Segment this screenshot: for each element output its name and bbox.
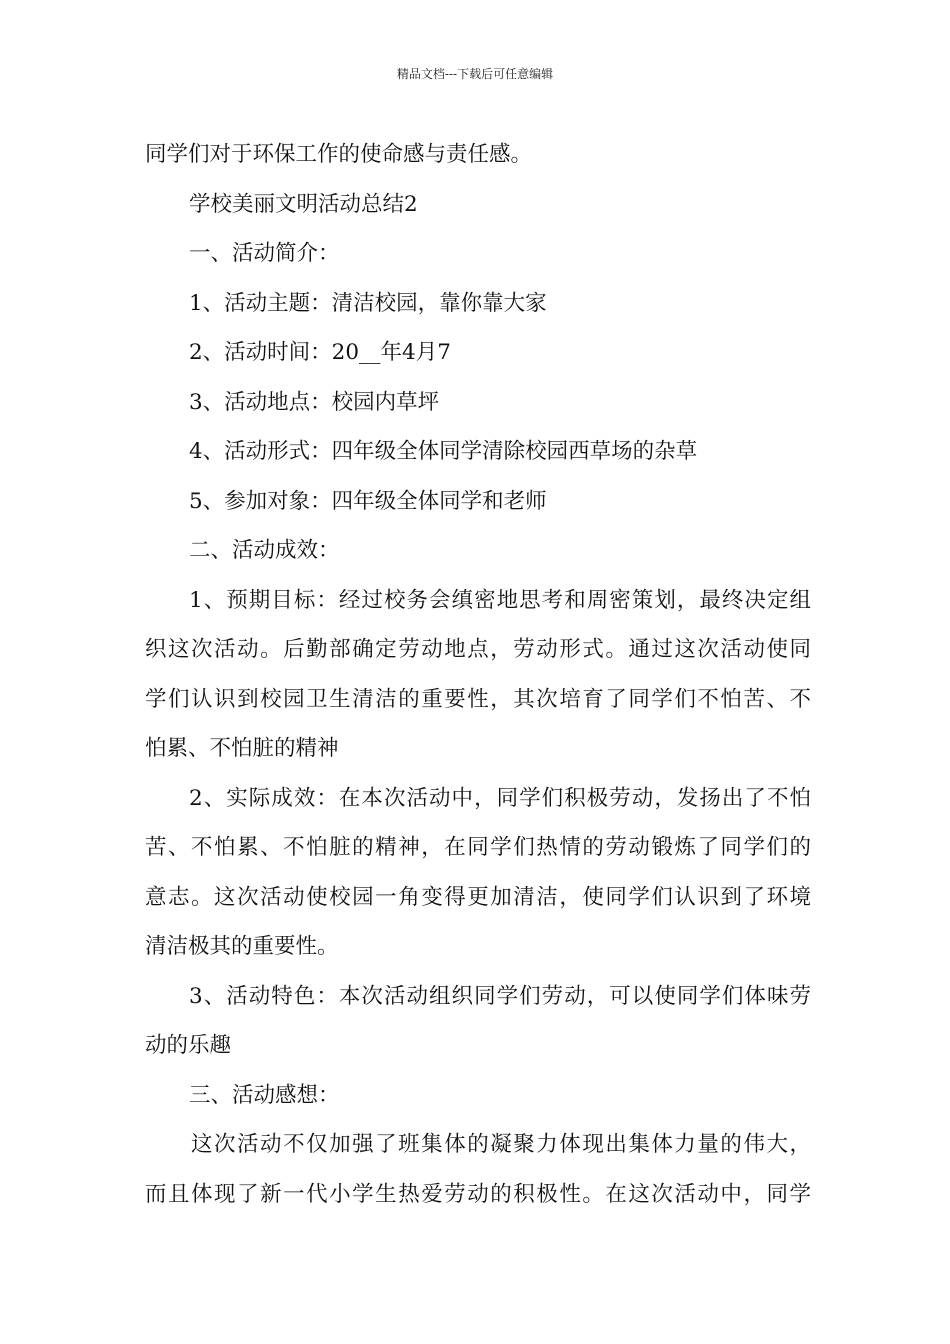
list-item: 4、活动形式：四年级全体同学清除校园西草场的杂草	[189, 439, 698, 464]
section-heading: 二、活动成效：	[189, 538, 340, 563]
paragraph-line: 3、活动特色：本次活动组织同学们劳动，可以使同学们体味劳	[189, 983, 811, 1009]
list-item: 3、活动地点：校园内草坪	[189, 389, 440, 415]
paragraph-line: 苦、不怕累、不怕脏的精神，在同学们热情的劳动锻炼了同学们的	[145, 835, 811, 860]
paragraph-line: 清洁极其的重要性。	[145, 934, 339, 959]
paragraph-line: 织这次活动。后勤部确定劳动地点，劳动形式。通过这次活动使同	[145, 637, 811, 662]
paragraph-line: 而且体现了新一代小学生热爱劳动的积极性。在这次活动中，同学	[145, 1181, 811, 1207]
list-item: 1、活动主题：清洁校园，靠你靠大家	[189, 290, 547, 316]
paragraph-line: 学们认识到校园卫生清洁的重要性，其次培育了同学们不怕苦、不	[145, 686, 811, 712]
paragraph-line: 2、实际成效：在本次活动中，同学们积极劳动，发扬出了不怕	[189, 785, 811, 811]
list-item: 5、参加对象：四年级全体同学和老师	[189, 488, 547, 514]
section-heading: 三、活动感想：	[189, 1082, 340, 1108]
section-heading: 一、活动简介：	[189, 241, 340, 266]
paragraph-line: 怕累、不怕脏的精神	[145, 736, 339, 761]
section-title: 学校美丽文明活动总结2	[189, 191, 418, 217]
paragraph-line: 这次活动不仅加强了班集体的凝聚力体现出集体力量的伟大，	[191, 1132, 811, 1157]
paragraph-line: 同学们对于环保工作的使命感与责任感。	[145, 142, 533, 167]
paragraph-line: 动的乐趣	[145, 1033, 232, 1058]
page-header: 精品文档---下载后可任意编辑	[396, 67, 554, 81]
paragraph-line: 意志。这次活动使校园一角变得更加清洁，使同学们认识到了环境	[145, 884, 811, 910]
paragraph-line: 1、预期目标：经过校务会缜密地思考和周密策划，最终决定组	[189, 587, 811, 613]
list-item: 2、活动时间：20__年4月7	[189, 340, 451, 365]
document-body	[145, 130, 811, 1219]
